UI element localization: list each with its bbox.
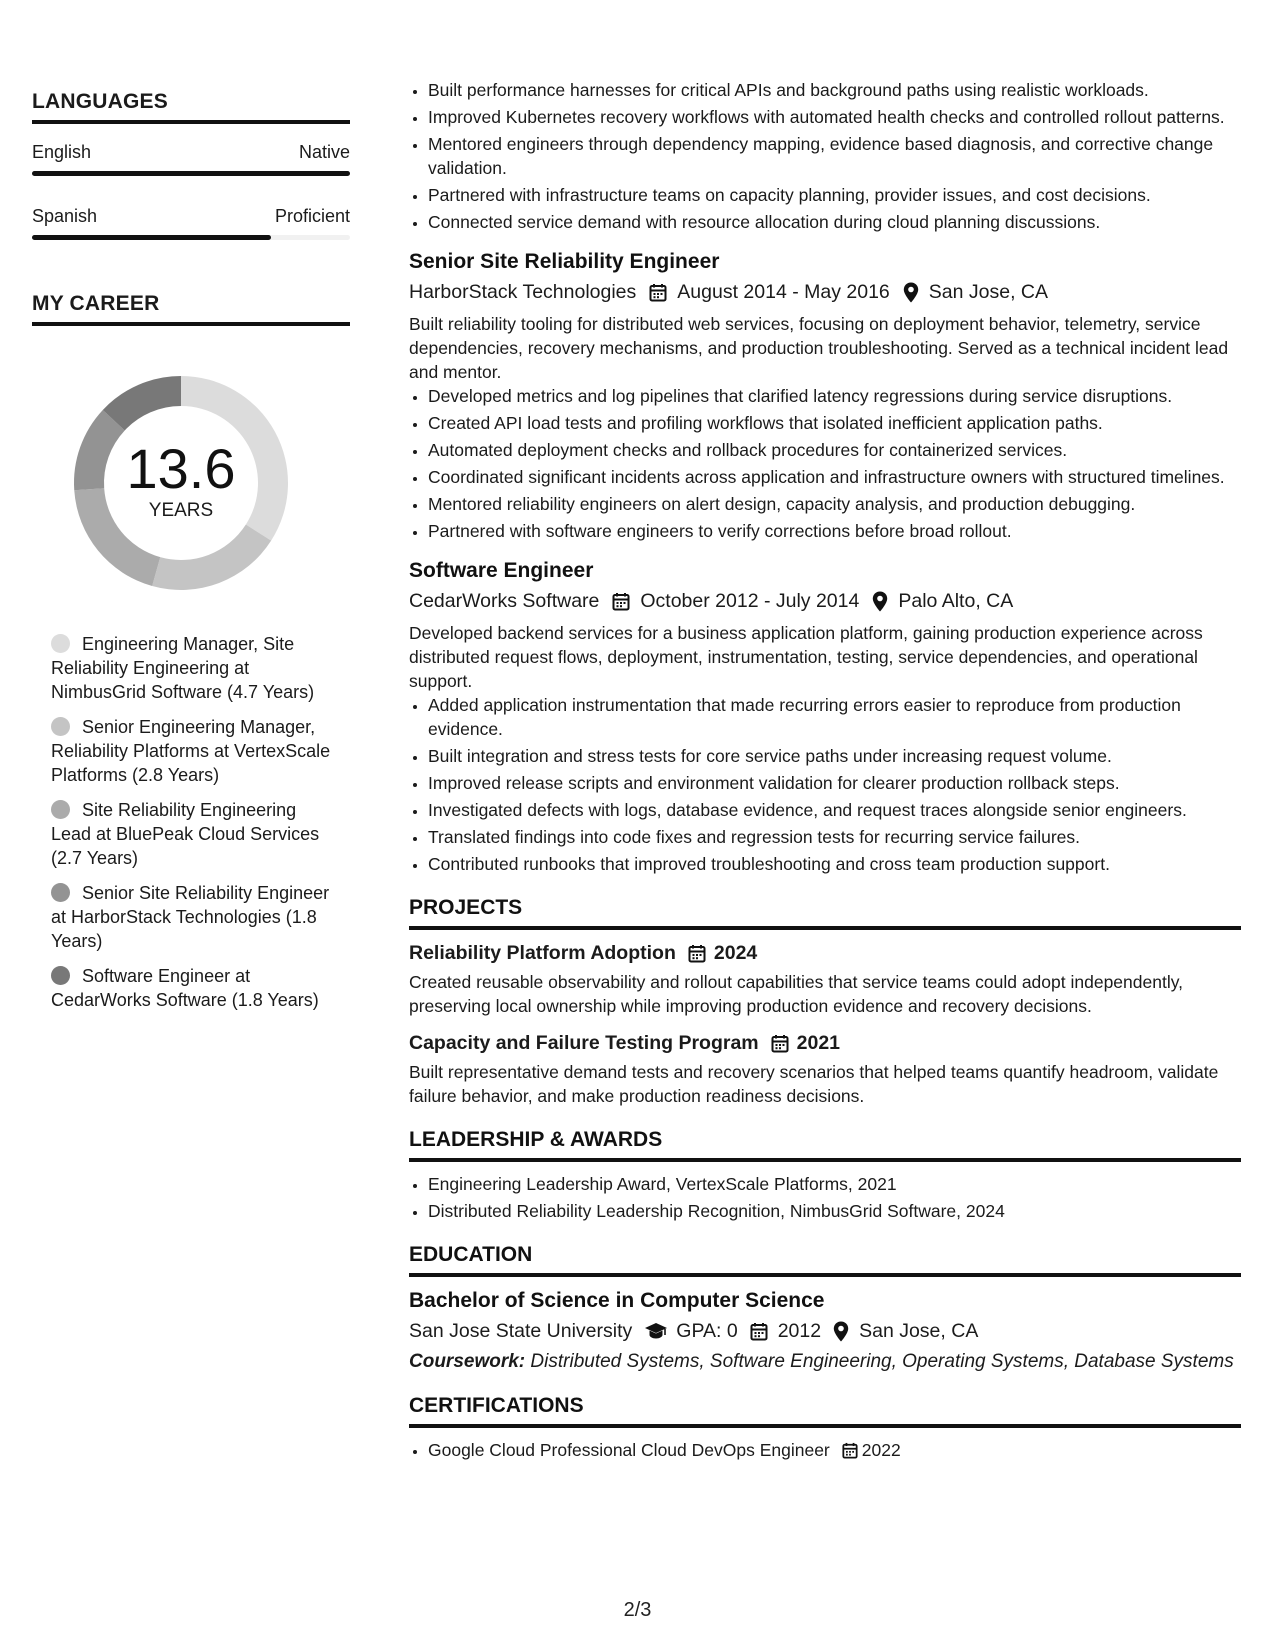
legend-dot bbox=[51, 717, 70, 736]
bullet-item: • Created API load tests and profiling workflows that isolated inefficient application paths. bbox=[428, 411, 1241, 435]
project-description: Built representative demand tests and recovery scenarios that helped teams quantify headroom, validate failure behavior, and make production readiness decisions. bbox=[409, 1062, 1219, 1106]
bullet-item: • Partnered with software engineers to verify corrections before broad rollout. bbox=[428, 519, 1241, 543]
award-item: • Distributed Reliability Leadership Recognition, NimbusGrid Software, 2024 bbox=[428, 1199, 1241, 1223]
job-location: San Jose, CA bbox=[928, 281, 1048, 303]
certification-item bbox=[428, 1438, 1241, 1462]
bullet-item: • Improved Kubernetes recovery workflows with automated health checks and controlled rollout patterns. bbox=[428, 105, 1241, 129]
award-item: • Engineering Leadership Award, VertexScale Platforms, 2021 bbox=[428, 1172, 1241, 1196]
career-legend bbox=[32, 632, 331, 1012]
calendar-icon bbox=[771, 1034, 789, 1053]
bullet-item: • Mentored engineers through dependency mapping, evidence based diagnosis, and corrective change validation. bbox=[428, 132, 1241, 180]
education-heading: EDUCATION bbox=[409, 1243, 1241, 1277]
bullet-item: • Developed metrics and log pipelines that clarified latency regressions during service disruptions. bbox=[428, 384, 1241, 408]
bullet-item: • Built integration and stress tests for core service paths under increasing request volume. bbox=[428, 744, 1241, 768]
bullet-item: • Translated findings into code fixes and regression tests for recurring service failures. bbox=[428, 825, 1241, 849]
certification-year: 2022 bbox=[861, 1440, 901, 1460]
language-proficiency-bar bbox=[32, 171, 350, 176]
language-level: Native bbox=[298, 142, 350, 162]
career-legend-item bbox=[51, 964, 331, 1012]
donut-segment bbox=[152, 524, 271, 590]
bullet-item: • Added application instrumentation that made recurring errors easier to reproduce from production evidence. bbox=[428, 693, 1241, 741]
gpa: GPA: 0 bbox=[676, 1320, 738, 1342]
project-year: 2024 bbox=[713, 942, 758, 964]
career-legend-label: Site Reliability Engineering Lead at BluePeak Cloud Services (2.7 Years) bbox=[51, 800, 320, 868]
project-description: Created reusable observability and rollout capabilities that service teams could adopt independently, preserving local ownership while improving production evidence and recovery decisions. bbox=[409, 972, 1184, 1016]
job-entry bbox=[409, 248, 1241, 543]
degree-title: Bachelor of Science in Computer Science bbox=[409, 1289, 825, 1312]
career-legend-label: Senior Site Reliability Engineer at HarborStack Technologies (1.8 Years) bbox=[51, 883, 330, 951]
job-meta bbox=[409, 587, 1241, 615]
calendar-icon bbox=[612, 592, 630, 611]
graduation-year: 2012 bbox=[777, 1320, 822, 1342]
school-name: San Jose State University bbox=[409, 1320, 633, 1342]
language-level: Proficient bbox=[274, 206, 350, 226]
coursework-list: Distributed Systems, Software Engineering, Operating Systems, Database Systems bbox=[530, 1351, 1234, 1372]
career-donut-chart bbox=[66, 368, 296, 598]
language-proficiency-fill bbox=[32, 235, 271, 240]
legend-dot bbox=[51, 800, 70, 819]
sidebar bbox=[32, 90, 350, 1023]
calendar-icon bbox=[649, 283, 667, 302]
project-year: 2021 bbox=[796, 1032, 841, 1054]
career-legend-item bbox=[51, 798, 331, 870]
bullet-item: • Mentored reliability engineers on alert design, capacity analysis, and production debugging. bbox=[428, 492, 1241, 516]
page-number: 2/3 bbox=[623, 1599, 652, 1621]
job-company: HarborStack Technologies bbox=[409, 281, 637, 303]
leadership-list bbox=[409, 1172, 1241, 1223]
career-legend-item bbox=[51, 632, 331, 704]
career-legend-item bbox=[51, 715, 331, 787]
bullet-item: • Connected service demand with resource allocation during cloud planning discussions. bbox=[428, 210, 1241, 234]
certifications-list bbox=[409, 1438, 1241, 1462]
school-location: San Jose, CA bbox=[859, 1320, 979, 1342]
languages-list bbox=[32, 140, 350, 240]
language-name: Spanish bbox=[32, 206, 98, 226]
job-title: Software Engineer bbox=[409, 559, 594, 582]
job-title: Senior Site Reliability Engineer bbox=[409, 250, 720, 273]
job-location: Palo Alto, CA bbox=[898, 590, 1014, 612]
main-column bbox=[409, 78, 1241, 1465]
bullet-item: • Partnered with infrastructure teams on capacity planning, provider issues, and cost decisions. bbox=[428, 183, 1241, 207]
bullet-item: • Coordinated significant incidents across application and infrastructure owners with structured timelines. bbox=[428, 465, 1241, 489]
career-heading: MY CAREER bbox=[32, 292, 350, 326]
job-dates: October 2012 - July 2014 bbox=[640, 590, 860, 612]
job-bullets bbox=[409, 693, 1241, 876]
career-legend-label: Engineering Manager, Site Reliability Engineering at NimbusGrid Software (4.7 Years) bbox=[51, 634, 315, 702]
legend-dot bbox=[51, 883, 70, 902]
certifications-heading: CERTIFICATIONS bbox=[409, 1394, 1241, 1428]
job-description: Built reliability tooling for distributed web services, focusing on deployment behavior, telemetry, service dependencies, recovery mechanisms, and production troubleshooting. Served as a technical incident lead and mentor. bbox=[409, 314, 1229, 382]
leadership-heading: LEADERSHIP & AWARDS bbox=[409, 1128, 1241, 1162]
project-entry bbox=[409, 1030, 1241, 1108]
language-item bbox=[32, 140, 350, 176]
previous-job-bullets bbox=[409, 78, 1241, 234]
project-title: Capacity and Failure Testing Program bbox=[409, 1032, 759, 1054]
language-item bbox=[32, 204, 350, 240]
graduation-cap-icon bbox=[644, 1322, 668, 1340]
legend-dot bbox=[51, 966, 70, 985]
certification-name: • Google Cloud Professional Cloud DevOps Engineer bbox=[428, 1440, 830, 1460]
calendar-icon bbox=[688, 944, 706, 963]
career-legend-label: Software Engineer at CedarWorks Software (1.8 Years) bbox=[51, 966, 319, 1010]
map-pin-icon bbox=[872, 591, 888, 612]
calendar-icon bbox=[842, 1442, 858, 1459]
job-company: CedarWorks Software bbox=[409, 590, 600, 612]
career-legend-label: Senior Engineering Manager, Reliability Platforms at VertexScale Platforms (2.8 Years) bbox=[51, 717, 331, 785]
bullet-item: • Investigated defects with logs, database evidence, and request traces alongside senior engineers. bbox=[428, 798, 1241, 822]
coursework-label: Coursework: bbox=[409, 1351, 526, 1372]
bullet-item: • Contributed runbooks that improved troubleshooting and cross team production support. bbox=[428, 852, 1241, 876]
career-total-unit: YEARS bbox=[148, 500, 214, 521]
career-legend-item bbox=[51, 881, 331, 953]
calendar-icon bbox=[750, 1322, 768, 1341]
bullet-item: • Improved release scripts and environment validation for clearer production rollback steps. bbox=[428, 771, 1241, 795]
job-bullets bbox=[409, 384, 1241, 543]
bullet-item: • Built performance harnesses for critical APIs and background paths using realistic workloads. bbox=[428, 78, 1241, 102]
language-name: English bbox=[32, 142, 92, 162]
map-pin-icon bbox=[903, 282, 919, 303]
job-description: Developed backend services for a business application platform, gaining production experience across distributed request flows, deployment, instrumentation, testing, service dependencies, and operational support. bbox=[409, 623, 1203, 691]
bullet-item: • Automated deployment checks and rollback procedures for containerized services. bbox=[428, 438, 1241, 462]
job-entry bbox=[409, 557, 1241, 876]
project-title: Reliability Platform Adoption bbox=[409, 942, 676, 964]
languages-heading: LANGUAGES bbox=[32, 90, 350, 124]
education-meta bbox=[409, 1317, 1241, 1345]
projects-heading: PROJECTS bbox=[409, 896, 1241, 930]
language-proficiency-bar bbox=[32, 235, 350, 240]
job-dates: August 2014 - May 2016 bbox=[677, 281, 890, 303]
project-entry bbox=[409, 940, 1241, 1018]
map-pin-icon bbox=[833, 1321, 849, 1342]
language-proficiency-fill bbox=[32, 171, 350, 176]
career-total-value: 13.6 bbox=[126, 437, 236, 500]
coursework bbox=[409, 1349, 1241, 1374]
legend-dot bbox=[51, 634, 70, 653]
job-meta bbox=[409, 278, 1241, 306]
